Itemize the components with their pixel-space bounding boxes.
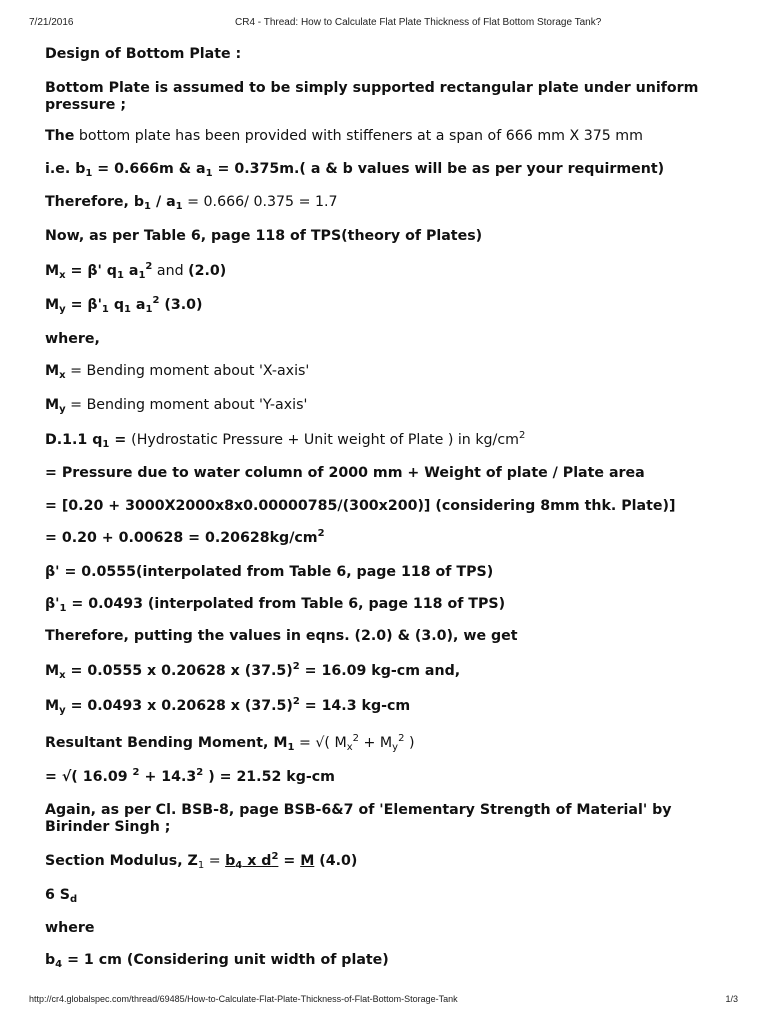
t: a (130, 297, 146, 313)
sub: y (59, 404, 66, 415)
footer-url: http://cr4.globalspec.com/thread/69485/How-to-Calculate-Flat-Plate-Thickness-of-Flat-Bottom-Storage-Tank (29, 994, 458, 1004)
text-stiffeners (45, 127, 735, 145)
t: = 0.0493 (interpolated from Table 6, page 118 of TPS) (66, 596, 506, 612)
t: / a (151, 194, 176, 210)
eq-beta: β' = 0.0555(interpolated from Table 6, page 118 of TPS) (45, 564, 494, 580)
text-where-2: where (45, 920, 95, 936)
eq-resultant-value (45, 768, 735, 786)
t: = Pressure due to water column of 2000 mm + (45, 465, 425, 481)
sub: 1 (116, 270, 124, 281)
eq-pressure (45, 464, 735, 482)
sup: 2 (518, 430, 526, 441)
t: = 0.666m & a (92, 161, 206, 177)
sub: 1 (144, 201, 152, 212)
sub: 1 (287, 742, 295, 753)
sub: y (392, 742, 399, 753)
sub: x (346, 742, 353, 753)
sub: 1 (102, 439, 110, 450)
sub: 1 (145, 304, 153, 315)
def-q1 (45, 431, 735, 449)
sub: y (59, 705, 66, 716)
fraction-numerator (225, 853, 278, 869)
text-assumption-line2: pressure ; (45, 97, 126, 113)
sup: 2 (292, 696, 300, 707)
t: + 14.3 (139, 769, 197, 785)
t: = 0.0555 x 0.20628 x (37.5) (65, 663, 293, 679)
t: M (45, 263, 60, 279)
t: ) (404, 735, 415, 751)
sub: 1 (205, 168, 213, 179)
t: = Bending moment about 'X-axis' (65, 363, 310, 379)
t: Section Modulus, Z (45, 853, 198, 869)
print-title: CR4 - Thread: How to Calculate Flat Plate Thickness of Flat Bottom Storage Tank? (235, 17, 602, 28)
t: M (45, 397, 60, 413)
footer-page-number: 1/3 (725, 994, 738, 1004)
eq-my (45, 296, 735, 314)
eq-pressure-values: = [0.20 + 3000X2000x8x0.00000785/(300x200)] (considering 8mm thk. Plate)] (45, 498, 676, 514)
def-my (45, 396, 735, 414)
t: Therefore, b (45, 194, 145, 210)
sub: d (70, 894, 78, 905)
t: (2.0) (188, 263, 227, 279)
t: + M (358, 735, 393, 751)
text-table6: Now, as per Table 6, page 118 of TPS(theory of Plates) (45, 228, 483, 244)
stiffeners-rest: bottom plate has been provided with stiffeners at a span of 666 mm X 375 mm (74, 128, 643, 144)
t: x d (242, 853, 272, 869)
eq-b4 (45, 951, 735, 969)
def-mx (45, 362, 735, 380)
t: (4.0) (314, 853, 358, 869)
sub: 1 (138, 270, 146, 281)
eq-mx-value (45, 662, 735, 680)
sup: 2 (352, 733, 359, 744)
eq-section-modulus (45, 852, 735, 870)
t: D.1.1 q (45, 432, 103, 448)
t: = (278, 853, 301, 869)
sub: 1 (175, 201, 183, 212)
sup: 2 (152, 295, 160, 306)
the-word: The (45, 128, 75, 144)
eq-mx (45, 262, 735, 280)
eq-beta1 (45, 595, 735, 613)
sub: x (59, 370, 66, 381)
t: = Bending moment about 'Y-axis' (65, 397, 308, 413)
sub: x (59, 270, 66, 281)
sup: 2 (196, 767, 204, 778)
t: (Hydrostatic Pressure + Unit weight of Plate ) in kg/cm (131, 432, 519, 448)
t: eight of plate / Plate area (439, 465, 645, 481)
t: M (300, 853, 315, 869)
eq-denominator (45, 886, 735, 904)
t: Resultant Bending Moment, M (45, 735, 288, 751)
t: i.e. b (45, 161, 86, 177)
text-putting-values: Therefore, putting the values in eqns. (2.0) & (3.0), we get (45, 628, 518, 644)
sub: 1 (197, 860, 205, 871)
t: = 14.3 kg-cm (299, 698, 411, 714)
t: = (204, 853, 226, 869)
t: M (45, 698, 60, 714)
sup: 2 (317, 528, 325, 539)
t: = (109, 432, 132, 448)
t: = 0.0493 x 0.20628 x (37.5) (65, 698, 293, 714)
sub: x (59, 670, 66, 681)
sub: y (59, 304, 66, 315)
t: ) = 21.52 kg-cm (203, 769, 335, 785)
t: = β' (65, 297, 102, 313)
t: = √( M (294, 735, 347, 751)
text-reference-line2: Birinder Singh ; (45, 819, 171, 835)
eq-ratio (45, 193, 735, 211)
t: W (424, 465, 440, 481)
text-where: where, (45, 331, 100, 347)
text-assumption-line1: Bottom Plate is assumed to be simply supported rectangular plate under uniform (45, 80, 699, 96)
eq-resultant (45, 734, 735, 752)
eq-my-value (45, 697, 735, 715)
sub: 1 (85, 168, 93, 179)
sub: 1 (101, 304, 109, 315)
sup: 2 (271, 851, 279, 862)
t: M (45, 363, 60, 379)
sup: 2 (145, 261, 153, 272)
sub: 1 (59, 603, 67, 614)
t: = 0.20 + 0.00628 = 0.20628kg/cm (45, 530, 318, 546)
t: = 0.375m.( a & b values will be as per your requirment) (212, 161, 665, 177)
sup: 2 (132, 767, 140, 778)
t: = 16.09 kg-cm and, (299, 663, 461, 679)
eq-pressure-result (45, 529, 735, 547)
t: q (108, 297, 124, 313)
heading-design-bottom-plate: Design of Bottom Plate : (45, 46, 242, 62)
t: a (123, 263, 139, 279)
sub: 4 (55, 959, 63, 970)
t: M (45, 663, 60, 679)
t: = 0.666/ 0.375 = 1.7 (182, 194, 338, 210)
t: 6 S (45, 887, 71, 903)
text-reference-line1: Again, as per Cl. BSB-8, page BSB-6&7 of 'Elementary Strength of Material' by (45, 802, 672, 818)
t: b (225, 853, 236, 869)
t: β' (45, 596, 60, 612)
sup: 2 (292, 661, 300, 672)
t: (3.0) (159, 297, 203, 313)
t: and (152, 263, 189, 279)
t: M (45, 297, 60, 313)
sub: 4 (235, 860, 243, 871)
t: = √( 16.09 (45, 769, 133, 785)
t: = β' q (65, 263, 117, 279)
t: = 1 cm (Considering unit width of plate) (62, 952, 389, 968)
eq-b1-a1 (45, 160, 735, 178)
sup: 2 (398, 733, 405, 744)
print-date: 7/21/2016 (29, 17, 74, 28)
sub: 1 (124, 304, 131, 315)
t: b (45, 952, 56, 968)
